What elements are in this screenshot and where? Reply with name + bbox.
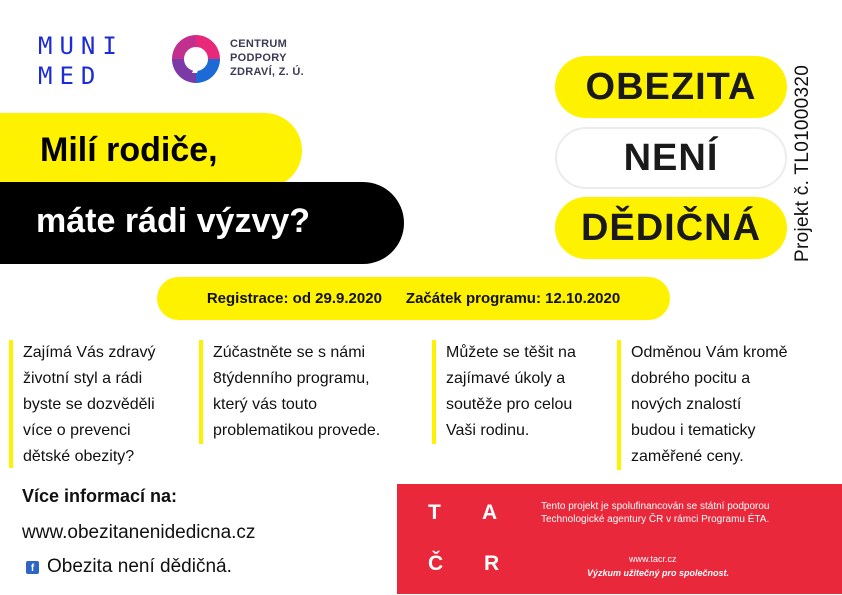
tacr-letter-c: Č [428,552,444,575]
more-info-heading: Více informací na: [22,486,178,506]
tacr-letter-t: T [428,501,441,524]
project-number: Projekt č. TL01000320 [792,64,813,262]
facebook-icon: f [26,561,39,574]
tacr-slogan: Výzkum užitečný pro společnost. [587,568,730,578]
muni-med-logo [38,31,124,91]
med-logo-line: MED [38,62,103,90]
tacr-funding-info: Tento projekt je spolufinancován se státní podporou Technologické agentury ČR v rámci Programu ÉTA. [541,501,770,525]
info-column-1: Zajímá Vás zdravý životní styl a rádi byste se dozvěděli více o prevenci dětské obezity? [9,340,194,468]
info-column-2: Zúčastněte se s námi 8týdenního programu, který vás touto problematikou provede. [199,340,424,444]
registration-date: Registrace: od 29.9.2020 [206,290,382,307]
centrum-line: CENTRUM [230,38,288,50]
info-column-4: Odměnou Vám kromě dobrého pocitu a nových znalostí budou i tematicky zaměřené ceny. [617,340,827,470]
tacr-website[interactable]: www.tacr.cz [629,554,677,564]
registration-bar [157,277,670,320]
muni-logo-line: MUNI [38,32,124,60]
headline-line2: máte rádi výzvy? [36,202,311,240]
badge-dedicna: DĚDIČNÁ [555,197,787,259]
facebook-link[interactable] [26,556,232,578]
centrum-podpory-zdravi-logo-icon [170,33,222,85]
headline-line1: Milí rodiče, [40,131,218,169]
headline-pill-yellow [0,113,302,188]
centrum-podpory-zdravi-text [230,37,304,79]
facebook-page-name: Obezita není dědičná. [47,556,232,577]
zdravi-line: ZDRAVÍ, Z. Ú. [230,66,304,78]
podpory-line: PODPORY [230,52,287,64]
program-start-date: Začátek programu: 12.10.2020 [405,290,621,307]
tacr-letter-r: R [484,552,500,575]
tacr-box [397,484,842,594]
info-column-3: Můžete se těšit na zajímavé úkoly a soutěže pro celou Vaši rodinu. [432,340,612,444]
headline-pill-black [0,182,404,264]
badge-neni: NENÍ [555,127,787,189]
badge-obezita: OBEZITA [555,56,787,118]
tacr-letter-a: A [482,501,498,524]
website-link[interactable]: www.obezitanenidedicna.cz [22,522,256,543]
